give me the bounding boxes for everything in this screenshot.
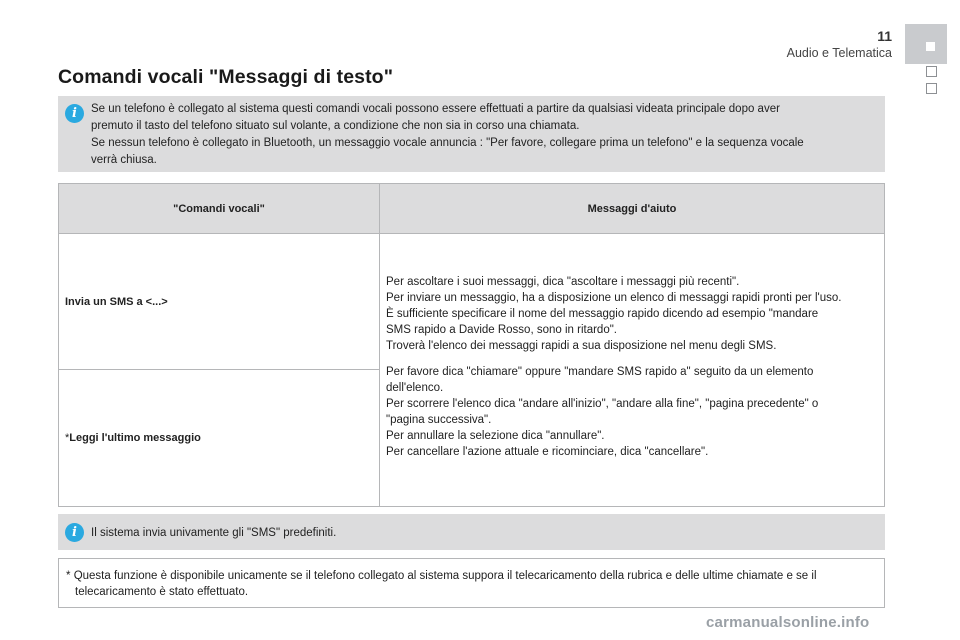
info-text-line: Se nessun telefono è collegato in Bluetooth, un messaggio vocale annuncia : "Per favore, collegare prima un telefono" e la sequenza vocale — [91, 137, 804, 149]
help-line: Troverà l'elenco dei messaggi rapidi a sua disposizione nel menu degli SMS. — [386, 340, 777, 352]
page-title: Comandi vocali "Messaggi di testo" — [58, 66, 394, 88]
footnote-line: telecaricamento è stato effettuato. — [75, 586, 249, 598]
help-line: È sufficiente specificare il nome del messaggio rapido dicendo ad esempio "mandare — [386, 308, 819, 320]
info-note-top — [58, 96, 885, 172]
voice-commands-table — [58, 183, 885, 507]
header-help-messages: Messaggi d'aiuto — [380, 184, 885, 234]
info-icon: i — [65, 523, 84, 542]
footnote-line — [66, 568, 876, 584]
section-title: Audio e Telematica — [786, 46, 892, 60]
help-line: dell'elenco. — [386, 382, 444, 394]
help-paragraph — [386, 274, 876, 354]
command-text: Invia un SMS a <...> — [65, 295, 168, 308]
help-paragraph — [386, 364, 876, 460]
command-cell — [59, 370, 380, 507]
footnote-text: Questa funzione è disponibile unicamente se il telefono collegato al sistema suppora il telecaricamento della rubrica e delle ultime chiamate e se il — [73, 570, 817, 582]
info-text-line: verrà chiusa. — [91, 154, 157, 166]
chapter-marker — [926, 66, 937, 77]
page-number: 11 — [877, 28, 892, 44]
info-text: Il sistema invia univamente gli "SMS" predefiniti. — [91, 527, 337, 539]
info-text-line: premuto il tasto del telefono situato sul volante, a condizione che non sia in corso una chiamata. — [91, 120, 580, 132]
asterisk-mark: * — [65, 432, 70, 444]
chapter-marker — [926, 83, 937, 94]
command-text: Leggi l'ultimo messaggio — [69, 432, 201, 444]
help-line: Per scorrere l'elenco dica "andare all'inizio", "andare alla fine", "pagina precedente" o — [386, 398, 819, 410]
help-cell — [380, 234, 885, 507]
asterisk-mark: * — [66, 570, 71, 582]
watermark: carmanualsonline.info — [706, 614, 870, 631]
help-line: Per annullare la selezione dica "annullare". — [386, 430, 605, 442]
help-line: Per ascoltare i suoi messaggi, dica "ascoltare i messaggi più recenti". — [386, 276, 740, 288]
chapter-marker-active — [926, 42, 935, 51]
info-note-bottom — [58, 514, 885, 550]
table-header-row — [59, 184, 885, 234]
help-line: Per inviare un messaggio, ha a disposizione un elenco di messaggi rapidi pronti per l'uso. — [386, 292, 842, 304]
command-cell — [59, 234, 380, 370]
help-line: Per favore dica "chiamare" oppure "mandare SMS rapido a" seguito da un elemento — [386, 366, 814, 378]
info-text-line: Se un telefono è collegato al sistema questi comandi vocali possono essere effettuati a partire da qualsiasi videata principale dopo aver — [91, 103, 780, 115]
info-icon: i — [65, 104, 84, 123]
header-voice-commands: "Comandi vocali" — [59, 184, 380, 234]
help-line: Per cancellare l'azione attuale e ricominciare, dica "cancellare". — [386, 446, 709, 458]
help-line: "pagina successiva". — [386, 414, 492, 426]
footnote — [58, 558, 885, 608]
table-row — [59, 234, 885, 370]
help-line: SMS rapido a Davide Rosso, sono in ritardo". — [386, 324, 617, 336]
